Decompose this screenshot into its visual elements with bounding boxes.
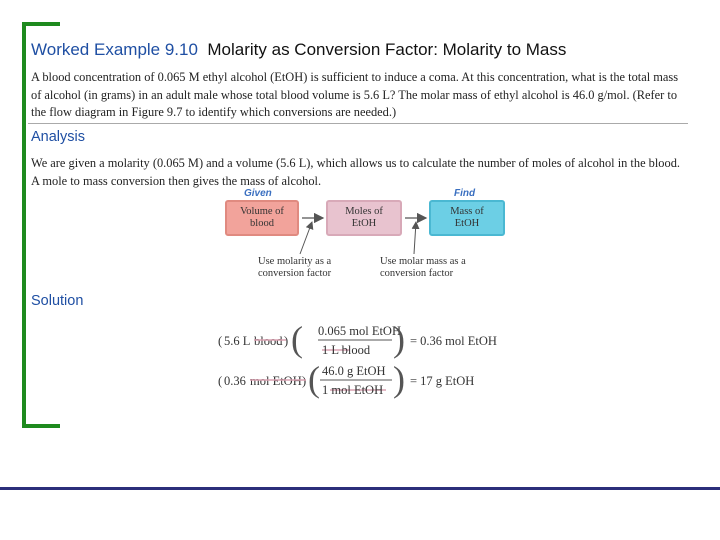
divider — [28, 123, 688, 124]
volume-of-blood-box: Volume of blood — [225, 200, 299, 236]
eq2-denominator: 1 mol EtOH — [322, 383, 384, 397]
eq2-result: = 17 g EtOH — [410, 374, 475, 388]
equation-1: ( 5.6 L blood ) ( 0.065 mol EtOH 1 L blood ) = 0.36 mol EtOH — [218, 322, 518, 362]
solution-heading: Solution — [31, 293, 84, 309]
arrow-up-1 — [300, 222, 312, 254]
equation-2: ( 0.36 mol EtOH ) ( 46.0 g EtOH 1 mol EtOH ) = 17 g EtOH — [218, 362, 518, 402]
page-title — [31, 40, 566, 60]
analysis-text: We are given a molarity (0.065 M) and a volume (5.6 L), which allows us to calculate the number of moles of alcohol in the blood. A mole to mass conversion then gives the mass of alcohol. — [31, 156, 680, 188]
eq2-start-unit: mol EtOH — [250, 374, 302, 388]
find-label: Find — [454, 188, 476, 199]
mass-of-etoh-box: Mass of EtOH — [429, 200, 505, 236]
eq1-start-value: 5.6 L — [224, 334, 251, 348]
given-label: Given — [244, 188, 272, 199]
eq1-denominator: 1 L blood — [322, 343, 371, 357]
problem-text: A blood concentration of 0.065 M ethyl alcohol (EtOH) is sufficient to induce a coma. At this concentration, what is the total mass of alcohol (in grams) in an adult male whose total blood volume is 5.6 L? The molar mass of ethyl alcohol is 46.0 g/mol. (Refer to the flow diagram in Figure 9.7 to identify which conversions are needed.) — [31, 70, 679, 120]
molar-mass-note: Use molar mass as a conversion factor — [380, 256, 466, 279]
analysis-heading: Analysis — [31, 129, 85, 145]
eq1-result: = 0.36 mol EtOH — [410, 334, 497, 348]
eq1-numerator: 0.065 mol EtOH — [318, 324, 401, 338]
eq1-start-unit: blood — [254, 334, 283, 348]
arrow-up-2 — [414, 222, 416, 254]
example-number: Worked Example 9.10 — [31, 40, 198, 59]
example-title: Molarity as Conversion Factor: Molarity to Mass — [207, 40, 567, 59]
eq2-start-value: 0.36 — [224, 374, 246, 388]
moles-of-etoh-box: Moles of EtOH — [326, 200, 402, 236]
flow-diagram — [222, 188, 512, 280]
molarity-note: Use molarity as a conversion factor — [258, 256, 332, 279]
footer-bar — [0, 487, 720, 490]
eq2-numerator: 46.0 g EtOH — [322, 364, 386, 378]
